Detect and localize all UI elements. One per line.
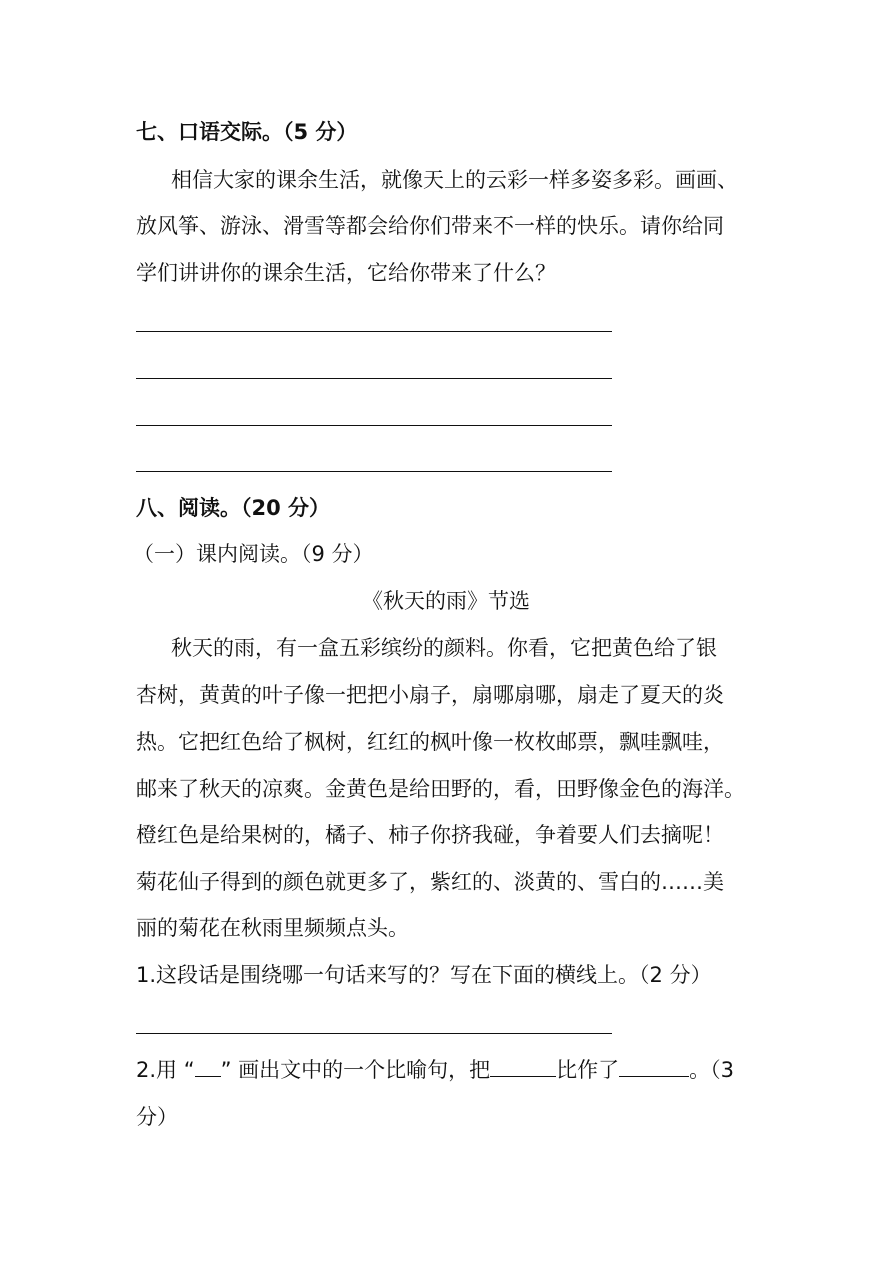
answer-blank-1[interactable] — [490, 1058, 556, 1077]
section8-heading: 八、阅读。（20 分） — [136, 496, 331, 520]
answer-blank-2[interactable] — [619, 1058, 689, 1077]
question-2-continued: 分） — [136, 1105, 178, 1129]
answer-line-1[interactable] — [136, 331, 612, 332]
passage-line-4: 邮来了秋天的凉爽。金黄色是给田野的，看，田野像金色的海洋。 — [136, 777, 745, 801]
question-2-text-b: ” 画出文中的一个比喻句，把 — [220, 1058, 491, 1082]
question-2-text-d: 。（3 — [689, 1058, 735, 1082]
question-1: 1.这段话是围绕哪一句话来写的？写在下面的横线上。（2 分） — [136, 963, 712, 987]
passage-line-3: 热。它把红色给了枫树，红红的枫叶像一枚枚邮票，飘哇飘哇， — [136, 730, 724, 754]
question-2-text-a: 2.用 “ — [136, 1058, 195, 1082]
question-1-answer-line[interactable] — [136, 1033, 612, 1034]
passage-line-1: 秋天的雨，有一盒五彩缤纷的颜料。你看，它把黄色给了银 — [171, 636, 717, 660]
question-2-text-c: 比作了 — [556, 1058, 620, 1082]
passage-title: 《秋天的雨》节选 — [362, 589, 530, 613]
answer-line-2[interactable] — [136, 378, 612, 379]
section7-para-line-2: 放风筝、游泳、滑雪等都会给你们带来不一样的快乐。请你给同 — [136, 214, 724, 238]
answer-line-4[interactable] — [136, 471, 612, 472]
answer-line-3[interactable] — [136, 425, 612, 426]
section8-subheading: （一）课内阅读。（9 分） — [133, 542, 374, 566]
underline-mark-blank[interactable] — [195, 1058, 221, 1077]
passage-line-6: 菊花仙子得到的颜色就更多了，紫红的、淡黄的、雪白的……美 — [136, 870, 724, 894]
passage-line-7: 丽的菊花在秋雨里频频点头。 — [136, 916, 409, 940]
passage-line-2: 杏树，黄黄的叶子像一把把小扇子，扇哪扇哪，扇走了夏天的炎 — [136, 683, 724, 707]
section7-para-line-1: 相信大家的课余生活，就像天上的云彩一样多姿多彩。画画、 — [171, 168, 738, 192]
section7-para-line-3: 学们讲讲你的课余生活，它给你带来了什么？ — [136, 261, 556, 285]
passage-line-5: 橙红色是给果树的，橘子、柿子你挤我碰，争着要人们去摘呢！ — [136, 823, 724, 847]
section7-heading: 七、口语交际。（5 分） — [136, 120, 358, 144]
question-2 — [136, 1056, 734, 1084]
